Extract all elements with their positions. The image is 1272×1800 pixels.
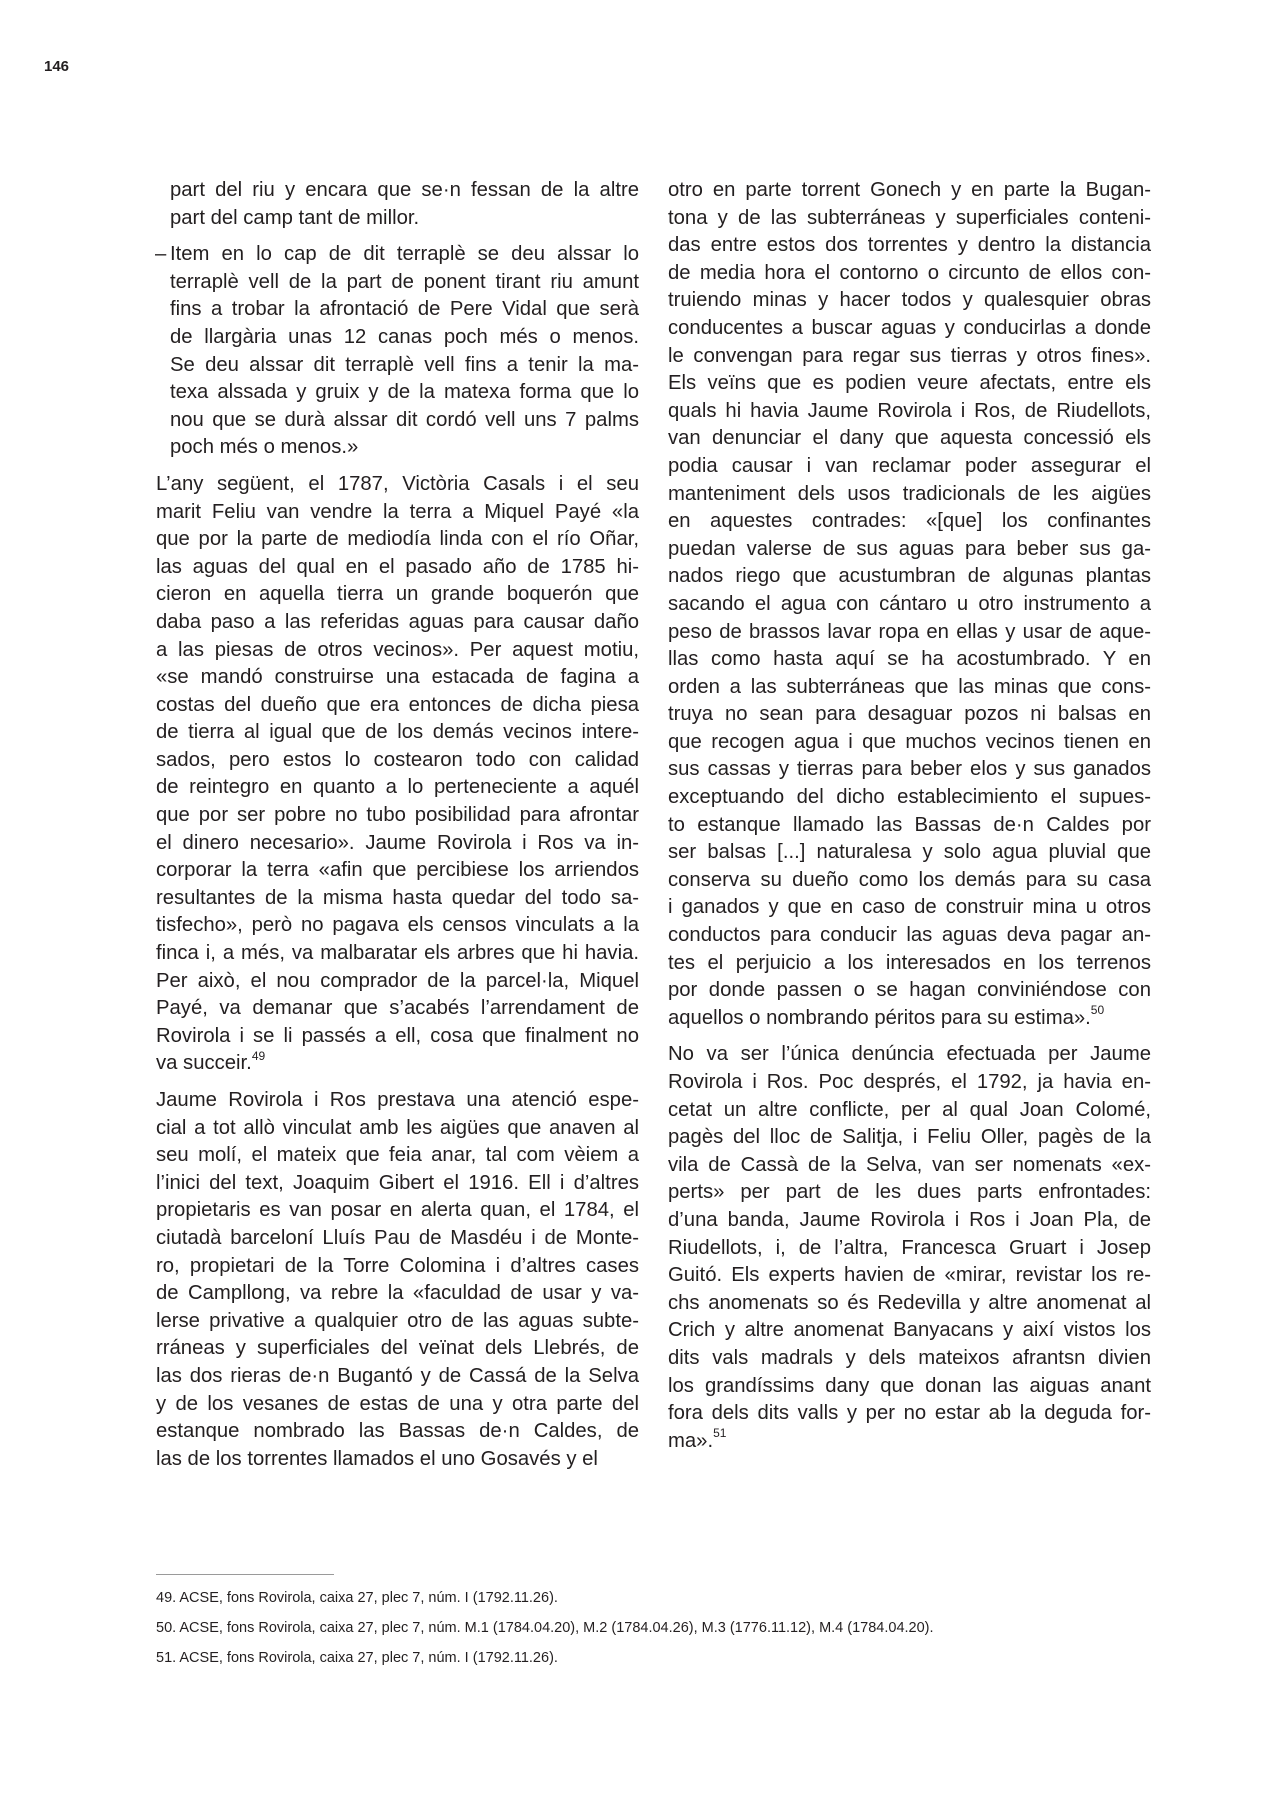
text-line: conserva su dueño como los demás para su casa (668, 868, 1151, 891)
page-number: 146 (44, 58, 70, 75)
text-line: otro en parte torrent Gonech y en parte la Bugan- (668, 179, 1151, 201)
text-line: part del riu y encara que se·n fessan de la altre (170, 179, 639, 201)
right-column (668, 177, 1151, 1455)
text-line: tes el perjuicio a los interesados en los terrenos (668, 951, 1151, 974)
paragraph (668, 177, 1151, 1032)
text-line: part del camp tant de millor. (170, 206, 420, 229)
text-line: van denunciar el dany que aquesta concessió els (668, 427, 1151, 450)
text-line: sacando el agua con cántaro u otro instrumento a (668, 592, 1151, 615)
text-line: cial a tot allò vinculat amb les aigües que anaven al (156, 1116, 639, 1139)
text-line: das entre estos dos torrentes y dentro la distancia (668, 234, 1151, 257)
text-line: ciutadà barceloní Lluís Pau de Masdéu i de Monte- (156, 1226, 639, 1249)
text-line: L’any següent, el 1787, Victòria Casals i el seu (156, 472, 639, 495)
text-line: las aguas del qual en el pasado año de 1785 hi- (156, 555, 639, 578)
text-line: rráneas y superficiales del veïnat dels Llebrés, de (156, 1337, 639, 1360)
text-line: sados, pero estos lo costearon todo con calidad (156, 748, 639, 771)
text-line: pagès del lloc de Salitja, i Feliu Oller, pagès de la (668, 1126, 1151, 1149)
text-line: tona y de las subterráneas y superficiales conteni- (668, 206, 1151, 229)
text-line: manteniment dels usos tradicionals de les aigües (668, 482, 1151, 505)
text-line: poch més o menos.» (170, 436, 359, 459)
text-line: de reintegro en quanto a lo perteneciente a aquél (156, 776, 639, 799)
text-line: orden a las subterráneas que las minas que cons- (668, 675, 1151, 698)
text-line: fins a trobar la afrontació de Pere Vidal que serà (170, 298, 639, 321)
text-line: que por la parte de mediodía linda con el río Oñar, (156, 528, 639, 551)
text-line: llas como hasta aquí se ha acostumbrado. Y en (668, 648, 1151, 671)
text-line: terraplè vell de la part de ponent tirant riu amunt (170, 270, 639, 293)
text-line: nou que se durà alssar dit cordó vell uns 7 palms (170, 408, 639, 431)
text-line: truya no sean para desaguar pozos ni balsas en (668, 703, 1151, 726)
left-column (156, 177, 639, 1473)
text-line: por donde passen o se hagan conviniéndose con (668, 979, 1151, 1002)
text-line: a las piesas de otros vecinos». Per aquest motiu, (156, 638, 639, 661)
text-line: «se mandó construirse una estacada de fagina a (156, 666, 639, 689)
text-line: resultantes de la misma hasta quedar del todo sa- (156, 886, 639, 909)
text-line: Se deu alssar dit terraplè vell fins a tenir la ma- (170, 353, 639, 376)
text-line: lerse privative a qualquier otro de las aguas subte- (156, 1309, 639, 1332)
text-line: de media hora el contorno o circunto de ellos con- (668, 261, 1151, 284)
text-line: ma».$^{51}$ (668, 1425, 727, 1452)
paragraph (156, 1087, 639, 1473)
text-line: conductos para conducir las aguas deva pagar an- (668, 924, 1151, 947)
footnotes (156, 1590, 1156, 1680)
text-line: Crich y altre anomenat Banyacans y així vistos los (668, 1319, 1151, 1342)
text-line: Rovirola i se li passés a ell, cosa que finalment no (156, 1024, 639, 1047)
text-line: va succeir.$^{49}$ (156, 1048, 266, 1075)
footnote-divider (156, 1574, 334, 1575)
footnote: 49. ACSE, fons Rovirola, caixa 27, plec 7, núm. I (1792.11.26). (156, 1590, 558, 1606)
text-line: seu molí, el mateix que feia anar, tal com vèiem a (156, 1144, 639, 1167)
text-line: los grandíssims dany que donan las aiguas anant (668, 1374, 1151, 1397)
text-line: cieron en aquella tierra un grande boquerón que (156, 583, 639, 606)
text-line: Item en lo cap de dit terraplè se deu alssar lo (170, 243, 639, 266)
paragraph (668, 1041, 1151, 1455)
text-line: que por ser pobre no tubo posibilidad para afrontar (156, 804, 639, 827)
footnote-ref[interactable]: 51 (713, 1425, 727, 1440)
list-dash: – (155, 243, 167, 266)
quote-item (156, 241, 639, 462)
text-line: Guitó. Els experts havien de «mirar, revistar los re- (668, 1264, 1151, 1287)
text-line: de llargària unas 12 canas poch més o menos. (170, 325, 639, 348)
text-line: fora dels dits valls y per no estar ab la deguda for- (668, 1402, 1151, 1425)
text-line: truiendo minas y hacer todos y qualesquier obras (668, 289, 1151, 312)
text-line: Per això, el nou comprador de la parcel·la, Miquel (156, 969, 639, 992)
text-line: exceptuando del dicho establecimiento el supues- (668, 786, 1151, 809)
text-line: Riudellots, i, de l’altra, Francesca Gruart i Josep (668, 1236, 1151, 1259)
text-line: No va ser l’única denúncia efectuada per Jaume (668, 1043, 1151, 1066)
footnote: 51. ACSE, fons Rovirola, caixa 27, plec 7, núm. I (1792.11.26). (156, 1650, 558, 1666)
text-line: to estanque llamado las Bassas de·n Caldes por (668, 813, 1151, 836)
text-line: l’inici del text, Joaquim Gibert el 1916. Ell i d’altres (156, 1171, 639, 1194)
text-line: vila de Cassà de la Selva, van ser nomenats «ex- (668, 1153, 1151, 1176)
text-line: marit Feliu van vendre la terra a Miquel Payé «la (156, 500, 639, 523)
text-line: el dinero necesario». Jaume Rovirola i Ros va in- (156, 831, 639, 854)
text-line: tisfecho», però no pagava els censos vinculats a la (156, 914, 639, 937)
paragraph (156, 471, 639, 1078)
text-line: d’una banda, Jaume Rovirola i Ros i Joan Pla, de (668, 1208, 1151, 1231)
text-line: conducentes a buscar aguas y conducirlas a donde (668, 316, 1151, 339)
text-line: ro, propietari de la Torre Colomina i d’altres cases (156, 1254, 639, 1277)
text-line: aquellos o nombrando péritos para su estima».$^{50}$ (668, 1003, 1105, 1029)
text-line: costas del dueño que era entonces de dicha piesa (156, 693, 639, 716)
text-line: ser balsas [...] naturalesa y solo agua pluvial que (668, 841, 1151, 864)
text-line: i ganados y que en caso de construir mina u otros (668, 896, 1151, 919)
footnote-ref[interactable]: 50 (1090, 1003, 1105, 1018)
text-line: puedan valerse de sus aguas para beber sus ga- (668, 537, 1151, 560)
text-line: nados riego que acustumbran de algunas plantas (668, 565, 1151, 588)
text-line: de tierra al igual que de los demás vecinos intere- (156, 721, 639, 744)
text-line: que recogen agua i que muchos vecinos tienen en (668, 730, 1151, 753)
text-line: de Campllong, va rebre la «faculdad de usar y va- (156, 1282, 639, 1305)
text-line: daba paso a las referidas aguas para causar daño (156, 610, 639, 633)
text-line: sus cassas y tierras para beber elos y sus ganados (668, 758, 1151, 781)
text-line: perts» per part de les dues parts enfrontades: (668, 1181, 1151, 1204)
text-line: Els veïns que es podien veure afectats, entre els (668, 372, 1151, 395)
text-line: quals hi havia Jaume Rovirola i Ros, de Riudellots, (668, 399, 1151, 422)
text-line: le convengan para regar sus tierras y otros fines». (668, 344, 1151, 367)
footnote: 50. ACSE, fons Rovirola, caixa 27, plec 7, núm. M.1 (1784.04.20), M.2 (1784.04.26), M.3 (1776.11.12), M.4 (1784.04.20). (156, 1620, 934, 1636)
text-line: texa alssada y gruix y de la matexa forma que lo (170, 381, 639, 404)
text-line: corporar la terra «afin que percibiese los arriendos (156, 859, 639, 882)
text-line: Rovirola i Ros. Poc després, el 1792, ja havia en- (668, 1071, 1151, 1093)
text-line: chs anomenats so és Redevilla y altre anomenat al (668, 1291, 1151, 1314)
text-line: y de los vesanes de estas de una y otra parte del (156, 1392, 639, 1415)
text-line: Payé, va demanar que s’acabés l’arrendament de (156, 997, 639, 1020)
text-line: las de los torrentes llamados el uno Gosavés y el (156, 1447, 598, 1470)
text-line: en aquestes contrades: «[que] los confinantes (668, 510, 1151, 533)
quote-continuation (156, 177, 639, 232)
text-line: cetat un altre conflicte, per al qual Joan Colomé, (668, 1098, 1151, 1121)
text-line: las dos rieras de·n Bugantó y de Cassá de la Selva (156, 1364, 639, 1387)
footnote-ref[interactable]: 49 (251, 1048, 266, 1063)
text-line: propietaris es van posar en alerta quan, el 1784, el (156, 1199, 639, 1222)
text-line: dits vals madrals y dels mateixos afrantsn divien (668, 1346, 1151, 1369)
text-line: podia causar i van reclamar poder assegurar el (668, 454, 1151, 477)
text-line: Jaume Rovirola i Ros prestava una atenció espe- (156, 1089, 639, 1111)
text-line: finca i, a més, va malbaratar els arbres que hi havia. (156, 942, 639, 965)
text-line: estanque nombrado las Bassas de·n Caldes, de (156, 1420, 639, 1443)
text-line: peso de brassos lavar ropa en ellas y usar de aque- (668, 620, 1151, 643)
